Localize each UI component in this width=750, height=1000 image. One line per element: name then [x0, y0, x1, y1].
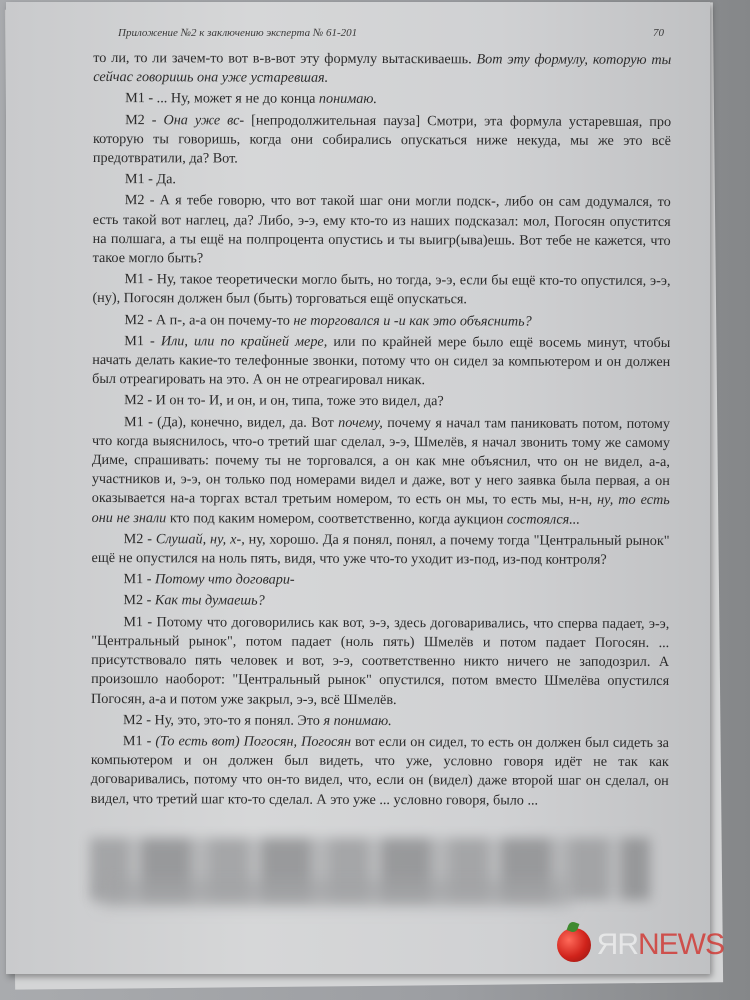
paragraph	[92, 311, 670, 332]
paragraph	[93, 111, 671, 171]
italic-run: Слушай, ну, х-,	[155, 531, 245, 548]
italic-run: состоялся...	[506, 511, 580, 528]
page-number: 70	[653, 27, 664, 39]
italic-run: Потому что договари-	[154, 571, 295, 588]
paragraph	[92, 413, 670, 530]
redacted-blurred-text-line	[100, 880, 570, 906]
watermark-text	[597, 928, 724, 962]
text-run: почему я начал там паниковать потом, потому что когда выяснилось, что-о третий шаг сделал, э-э, Шмелёв, я начал звонить тому же самому Диме, спрашивать: почему ты не торговался, а он как мне объяснил, что он не видел, а-а, участников и, э-э, он только под номерами видел и даже, вот у него заявка была первая, а он оказывается на-а торгах встал третьим номером, то есть он мы, то есть мы, н-н,	[91, 414, 671, 509]
text-run: М2 - Ну, это, это-то я понял. Это	[122, 711, 324, 729]
paragraph	[92, 530, 670, 570]
paragraph	[93, 191, 671, 270]
italic-run: (То есть вот) Погосян, Погосян	[155, 733, 352, 750]
paragraph	[92, 270, 670, 310]
paragraph	[91, 613, 669, 711]
text-run: то ли, то ли зачем-то вот в-в-вот эту формулу вытаскиваешь.	[93, 49, 477, 68]
text-run: М1 -	[123, 571, 156, 588]
text-run: М2 - И он то- И, и он, и он, типа, тоже это видел, да?	[124, 392, 444, 410]
paragraph	[92, 332, 670, 392]
text-run: ну, хорошо. Да я понял, понял, а почему тогда "Центральный рынок" ещё не опустился на ноль пять, видя, что уже что-то уходит из-под, из-под контроля?	[91, 531, 670, 568]
transcript-body	[91, 49, 672, 811]
text-run: М1 - ... Ну, может я не до конца	[125, 90, 319, 108]
watermark	[557, 928, 724, 962]
text-run: М2 -	[125, 111, 164, 128]
text-run: кто под каким номером, соответственно, когда аукцион	[166, 509, 507, 528]
paragraph	[91, 591, 669, 612]
header-title: Приложение №2 к заключению эксперта № 61-201	[118, 27, 358, 39]
text-run: М2 - А я тебе говорю, что вот такой шаг они могли подск-, либо он сам додумался, то есть такой вот наглец, да? Либо, э-э, ему кто-то из наших подсказал: мол, Погосян опустится на полшага, а ты ещё на полпроцента опустись и ты выигр(ыва)ешь. Вот тебе не кажется, что такое могло быть?	[92, 192, 671, 267]
page-header	[118, 27, 664, 39]
text-run: М1 - Потому что договорились как вот, э-э, здесь договаривались, что сперва падает, э-э, "Центральный рынок", потом падает (ноль пять) Шмелёв и потом падает Погосян. ... присутствовало пять человек и вот, э-э, соответственно никто ничего не заподозрил. А произошло наоборот: "Центральный рынок" опустился, потом вместо Шмелёва опустился Погосян, а-а и потом уже закрыл, э-э, всё Шмелёв.	[91, 613, 670, 708]
italic-run: Она уже вс-	[163, 111, 245, 129]
text-run: М1 - (Да), конечно, видел, да. Вот	[123, 413, 339, 431]
watermark-prefix: ЯR	[596, 928, 638, 961]
text-run: М2 -	[123, 592, 155, 609]
paragraph-continued	[93, 49, 671, 89]
text-run: или по крайней мере было ещё восемь минут, чтобы начать делать какие-то телефонные звонки, потому что он сидел за компьютером и он должен был отреагировать на это. А он не отреагировал никак.	[92, 333, 671, 389]
tomato-icon	[557, 928, 591, 962]
text-run: вот если он сидел, то есть он должен был сидеть за компьютером и он должен был видеть, что уже, условно говоря идёт не так как договаривались, потому что он-то видел, что, если он (видел) даже второй шаг он сделал, он видел, что третий шаг кто-то сделал. А это уже ... условно говоря, было ...	[90, 733, 669, 809]
italic-run: почему,	[338, 414, 383, 431]
italic-run: Вот эту формулу, которую ты сейчас говоришь она уже устаревшая.	[93, 51, 672, 87]
paragraph	[91, 711, 669, 732]
italic-run: не торговался и -и как это объяснить?	[293, 312, 532, 330]
text-run: М1 -	[124, 332, 161, 350]
paragraph	[93, 89, 671, 110]
text-run: М1 - Да.	[124, 171, 176, 188]
paragraph	[92, 391, 670, 412]
paragraph	[93, 170, 671, 191]
paragraph	[91, 732, 669, 811]
paragraph	[91, 570, 669, 591]
text-run: М1 -	[122, 733, 156, 750]
italic-run: я понимаю.	[323, 712, 392, 729]
watermark-suffix: NEWS	[638, 928, 724, 961]
text-run: М2 - А п-, а-а он почему-то	[124, 311, 294, 329]
text-run: М2 -	[123, 530, 156, 548]
italic-run: ну, то есть они не знали	[91, 492, 670, 526]
italic-run: Как ты думаешь?	[154, 592, 265, 610]
text-run: [непродолжительная пауза] Смотри, эта формула устаревшая, про которую ты говоришь, когда они собирались опускаться ниже некуда, мы же это всё предотвратили, да? Вот.	[92, 112, 672, 167]
italic-run: Или, или по крайней мере,	[160, 333, 328, 350]
text-run: М1 - Ну, такое теоретически могло быть, но тогда, э-э, если бы ещё кто-то опустился, э-э, (ну), Погосян должен был (быть) торговаться ещё опускаться.	[92, 271, 671, 308]
italic-run: понимаю.	[318, 91, 377, 108]
document-page	[6, 2, 710, 974]
